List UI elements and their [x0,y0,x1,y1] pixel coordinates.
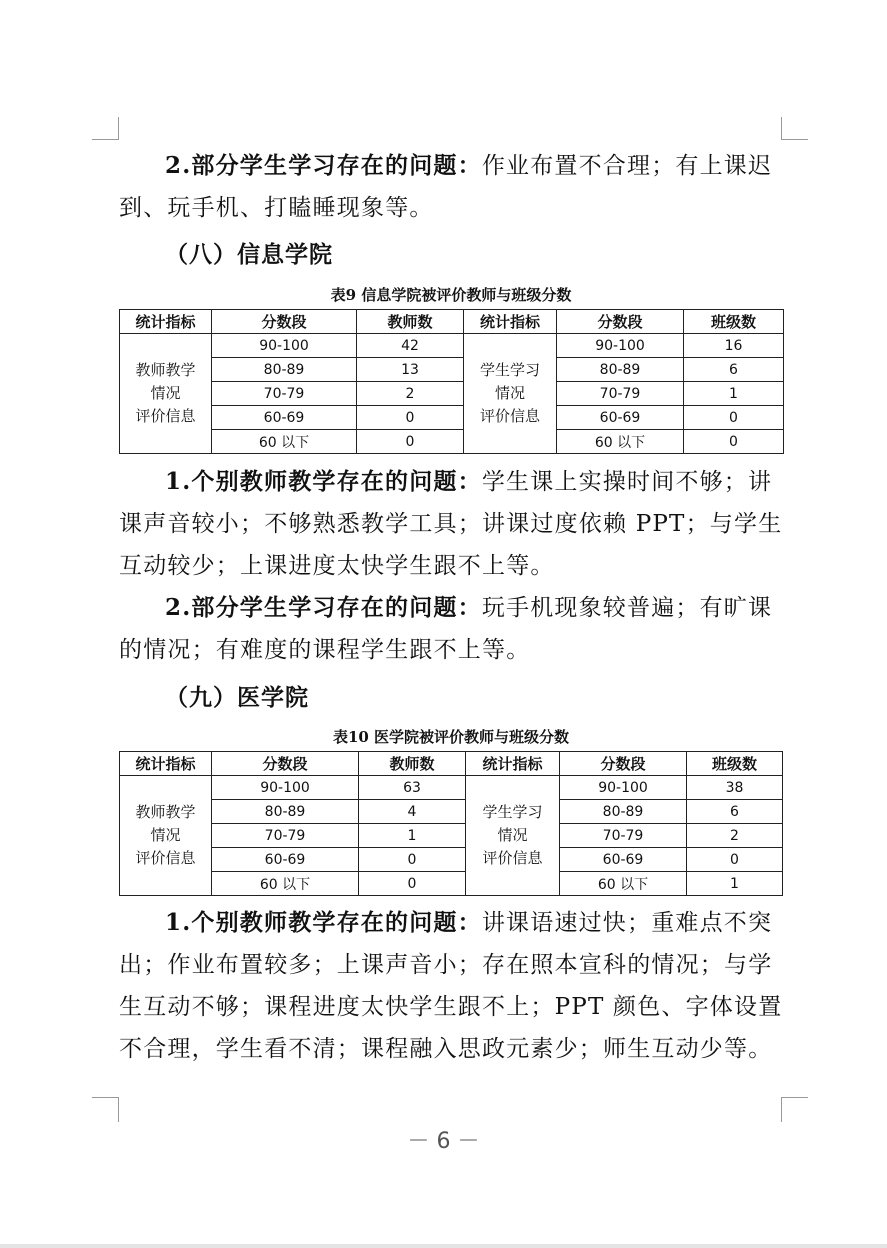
table-header-row [120,310,784,334]
class-count: 16 [684,334,784,358]
paragraph-lead: 2.部分学生学习存在的问题： [165,152,482,179]
info-teacher-issue-paragraph [119,461,783,587]
table-row [120,776,783,800]
score-range: 60-69 [557,406,684,430]
crop-mark-bottom-right [781,1097,808,1122]
section-heading-medical-college: （九）医学院 [165,684,309,711]
header-cell: 教师数 [359,752,466,776]
crop-mark-top-left [92,117,119,140]
score-range: 80-89 [212,800,359,824]
table-row [120,334,784,358]
teacher-count: 1 [359,824,466,848]
table-row [120,824,783,848]
table-row [120,872,783,896]
info-student-issue-paragraph [119,587,783,671]
student-indicator-label: 学生学习 情况 评价信息 [466,776,560,896]
section-heading-info-college: （八）信息学院 [165,241,333,268]
teacher-count: 4 [359,800,466,824]
teacher-count: 0 [357,430,464,454]
teacher-indicator-label: 教师教学 情况 评价信息 [120,776,212,896]
class-count: 0 [687,848,783,872]
table-row [120,406,784,430]
class-count: 0 [684,406,784,430]
teacher-count: 0 [359,848,466,872]
score-range: 80-89 [557,358,684,382]
table-row [120,848,783,872]
score-range: 60-69 [560,848,687,872]
score-range: 80-89 [212,358,357,382]
table-row [120,430,784,454]
student-indicator-label: 学生学习 情况 评价信息 [464,334,557,454]
score-range: 80-89 [560,800,687,824]
score-range: 60 以下 [560,872,687,896]
class-count: 6 [687,800,783,824]
paragraph-lead: 2.部分学生学习存在的问题： [165,594,482,621]
paragraph-text: 玩手机现象较普遍；有旷课的情况；有难度的课程学生跟不上等。 [119,595,773,663]
score-range: 70-79 [560,824,687,848]
score-range: 60-69 [212,848,359,872]
score-range: 60 以下 [212,872,359,896]
table-header-row [120,752,783,776]
header-cell: 统计指标 [120,310,212,334]
score-range: 90-100 [212,776,359,800]
score-range: 70-79 [212,824,359,848]
page-number: － 6 － [407,1129,480,1154]
header-cell: 教师数 [357,310,464,334]
teacher-count: 0 [359,872,466,896]
table-row [120,382,784,406]
header-cell: 班级数 [687,752,783,776]
table-row [120,358,784,382]
class-count: 6 [684,358,784,382]
header-cell: 分数段 [212,310,357,334]
paragraph-text: 作业布置不合理；有上课迟到、玩手机、打瞌睡现象等。 [119,153,773,221]
crop-mark-bottom-left [92,1097,119,1122]
score-table-9 [119,309,784,454]
table-caption-9: 表9 信息学院被评价教师与班级分数 [330,286,572,304]
paragraph-lead: 1.个别教师教学存在的问题： [165,909,482,936]
medical-teacher-issue-paragraph [119,902,783,1070]
score-range: 90-100 [560,776,687,800]
crop-mark-top-right [781,117,808,140]
class-count: 0 [684,430,784,454]
header-cell: 班级数 [684,310,784,334]
score-range: 90-100 [557,334,684,358]
score-range: 70-79 [212,382,357,406]
score-range: 70-79 [557,382,684,406]
header-cell: 分数段 [560,752,687,776]
header-cell: 分数段 [212,752,359,776]
paragraph-text: 讲课语速过快；重难点不突出；作业布置较多；上课声音小；存在照本宣科的情况；与学生互动不够；课程进度太快学生跟不上；PPT 颜色、字体设置不合理，学生看不清；课程融入思政元素少；师生互动少等。 [119,910,783,1062]
teacher-indicator-label: 教师教学 情况 评价信息 [120,334,212,454]
score-range: 60 以下 [212,430,357,454]
header-cell: 统计指标 [464,310,557,334]
score-table-10 [119,751,783,896]
teacher-count: 2 [357,382,464,406]
class-count: 2 [687,824,783,848]
teacher-count: 63 [359,776,466,800]
table-row [120,800,783,824]
teacher-count: 13 [357,358,464,382]
header-cell: 分数段 [557,310,684,334]
class-count: 1 [684,382,784,406]
table-caption-10: 表10 医学院被评价教师与班级分数 [332,728,570,746]
teacher-count: 0 [357,406,464,430]
score-range: 60-69 [212,406,357,430]
bottom-scroll-edge [0,1244,887,1248]
class-count: 1 [687,872,783,896]
paragraph-lead: 1.个别教师教学存在的问题： [165,468,482,495]
paragraph-text: 学生课上实操时间不够；讲课声音较小；不够熟悉教学工具；讲课过度依赖 PPT；与学生互动较少；上课进度太快学生跟不上等。 [119,469,783,579]
prev-student-issue-paragraph [119,145,783,229]
header-cell: 统计指标 [466,752,560,776]
header-cell: 统计指标 [120,752,212,776]
teacher-count: 42 [357,334,464,358]
score-range: 90-100 [212,334,357,358]
score-range: 60 以下 [557,430,684,454]
class-count: 38 [687,776,783,800]
